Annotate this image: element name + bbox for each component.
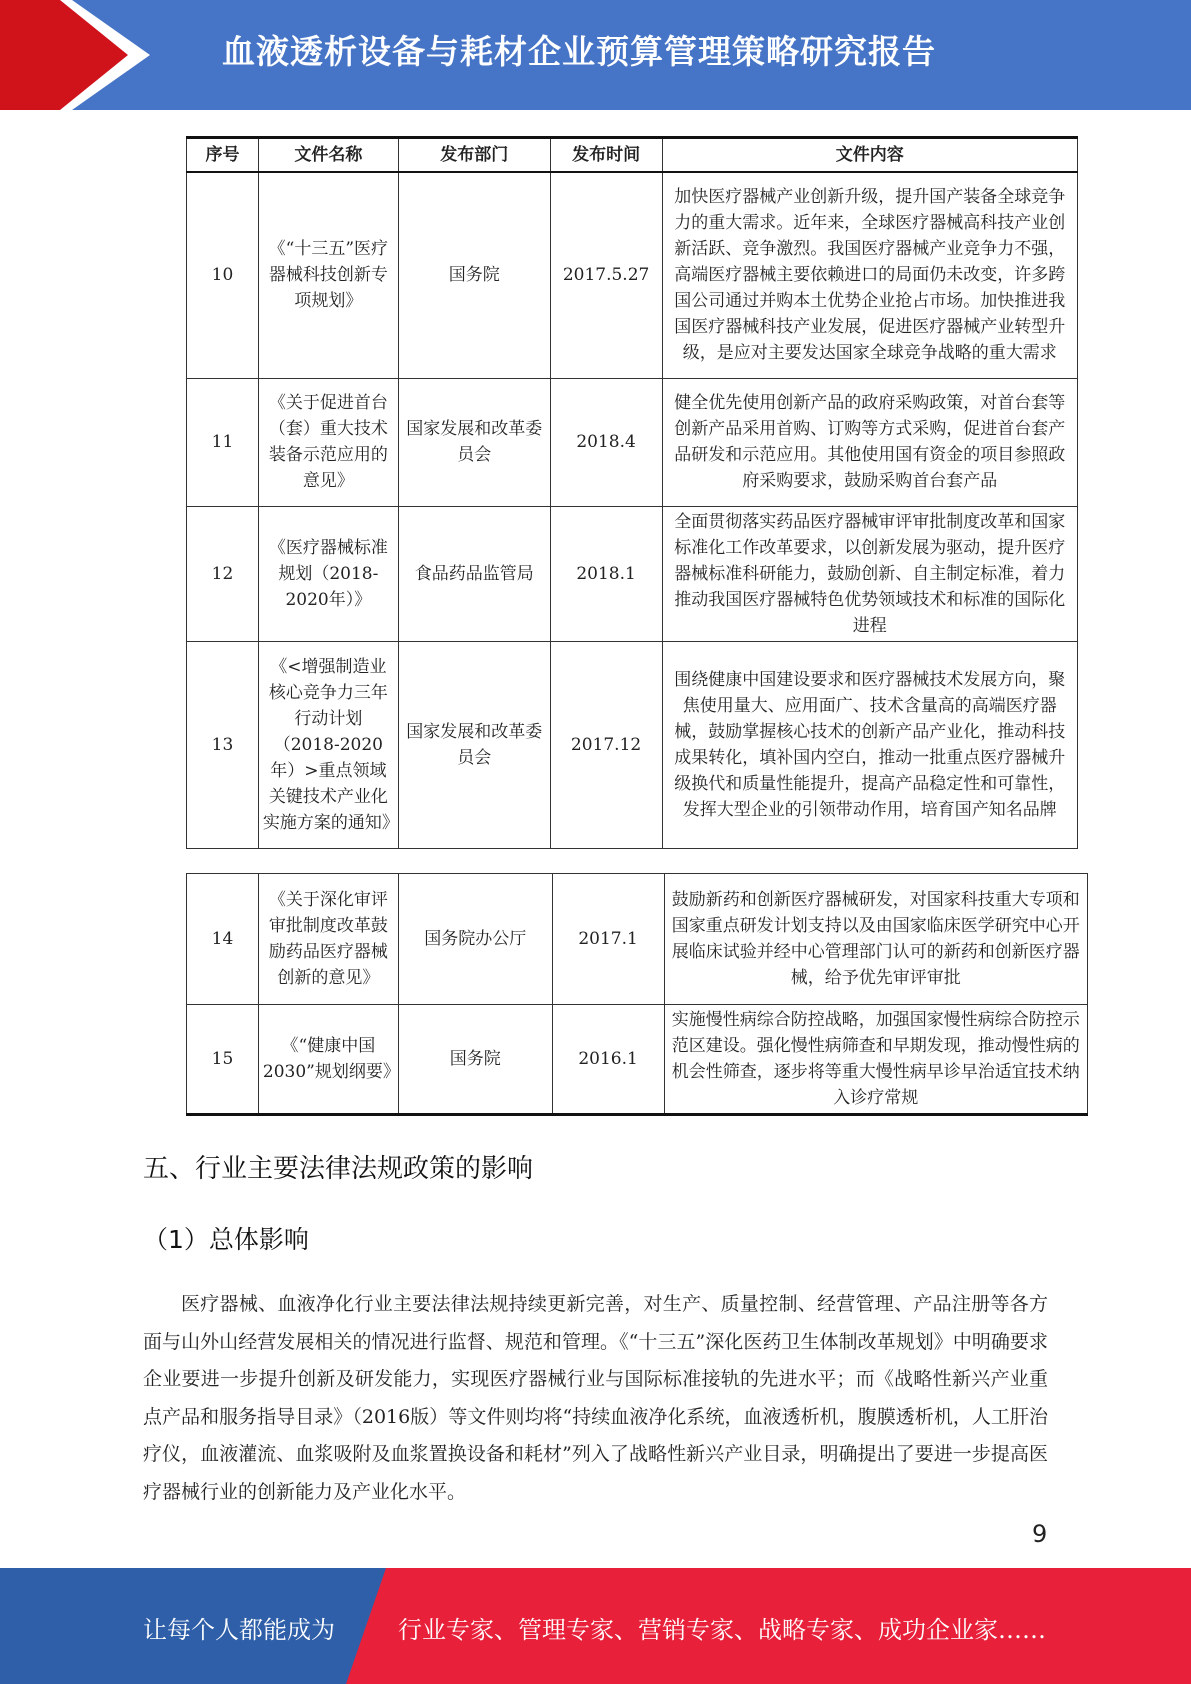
policy-table-continued	[186, 873, 1088, 1116]
table-row	[187, 1005, 1088, 1115]
header-name: 文件名称	[258, 138, 398, 173]
header-content: 文件内容	[662, 138, 1077, 173]
row-name: 《医疗器械标准规划（2018-2020年）》	[258, 506, 398, 641]
row-dept: 国家发展和改革委员会	[398, 641, 550, 848]
table-row	[187, 641, 1078, 848]
row-date: 2017.1	[552, 874, 664, 1005]
row-date: 2017.5.27	[550, 172, 662, 378]
header-no: 序号	[187, 138, 259, 173]
table-row	[187, 874, 1088, 1005]
row-content: 健全优先使用创新产品的政府采购政策，对首台套等创新产品采用首购、订购等方式采购，促进首台套产品研发和示范应用。其他使用国有资金的项目参照政府采购要求，鼓励采购首台套产品	[662, 378, 1077, 506]
row-date: 2017.12	[550, 641, 662, 848]
row-content: 鼓励新药和创新医疗器械研发，对国家科技重大专项和国家重点研发计划支持以及由国家临床医学研究中心开展临床试验并经中心管理部门认可的新药和创新医疗器械，给予优先审评审批	[664, 874, 1087, 1005]
row-name: 《<增强制造业核心竞争力三年行动计划（2018-2020年）>重点领域关键技术产业化实施方案的通知》	[258, 641, 398, 848]
page-footer	[0, 1568, 1191, 1684]
footer-slogan-right: 行业专家、管理专家、营销专家、战略专家、成功企业家……	[398, 1616, 1046, 1644]
page-header	[0, 0, 1191, 110]
row-date: 2018.4	[550, 378, 662, 506]
header-date: 发布时间	[550, 138, 662, 173]
row-dept: 国务院	[398, 172, 550, 378]
row-date: 2016.1	[552, 1005, 664, 1115]
row-name: 《关于深化审评审批制度改革鼓励药品医疗器械创新的意见》	[258, 874, 398, 1005]
row-no: 13	[187, 641, 259, 848]
row-name: 《“十三五”医疗器械科技创新专项规划》	[258, 172, 398, 378]
header-dept: 发布部门	[398, 138, 550, 173]
table-row	[187, 172, 1078, 378]
table-header-row	[187, 138, 1078, 173]
table-row	[187, 506, 1078, 641]
row-date: 2018.1	[550, 506, 662, 641]
row-no: 10	[187, 172, 259, 378]
section-heading: 五、行业主要法律法规政策的影响	[143, 1154, 534, 1184]
row-content: 实施慢性病综合防控战略，加强国家慢性病综合防控示范区建设。强化慢性病筛查和早期发现，推动慢性病的机会性筛查，逐步将等重大慢性病早诊早治适宜技术纳入诊疗常规	[664, 1005, 1087, 1115]
row-no: 15	[187, 1005, 259, 1115]
body-paragraph: 医疗器械、血液净化行业主要法律法规持续更新完善，对生产、质量控制、经营管理、产品注册等各方面与山外山经营发展相关的情况进行监督、规范和管理。《“十三五”深化医药卫生体制改革规划》中明确要求企业要进一步提升创新及研发能力，实现医疗器械行业与国际标准接轨的先进水平；而《战略性新兴产业重点产品和服务指导目录》（2016版）等文件则均将“持续血液净化系统，血液透析机，腹膜透析机，人工肝治疗仪，血液灌流、血浆吸附及血浆置换设备和耗材”列入了战略性新兴产业目录，明确提出了要进一步提高医疗器械行业的创新能力及产业化水平。	[143, 1293, 1048, 1503]
table-row	[187, 378, 1078, 506]
row-no: 14	[187, 874, 259, 1005]
row-dept: 国务院	[398, 1005, 552, 1115]
subsection-heading: （1）总体影响	[143, 1225, 309, 1254]
row-content: 加快医疗器械产业创新升级，提升国产装备全球竞争力的重大需求。近年来，全球医疗器械高科技产业创新活跃、竞争激烈。我国医疗器械产业竞争力不强，高端医疗器械主要依赖进口的局面仍未改变，许多跨国公司通过并购本土优势企业抢占市场。加快推进我国医疗器械科技产业发展，促进医疗器械产业转型升级，是应对主要发达国家全球竞争战略的重大需求	[662, 172, 1077, 378]
row-dept: 国家发展和改革委员会	[398, 378, 550, 506]
row-name: 《“健康中国2030”规划纲要》	[258, 1005, 398, 1115]
page-number: 9	[1032, 1520, 1048, 1548]
report-title: 血液透析设备与耗材企业预算管理策略研究报告	[222, 32, 936, 71]
row-content: 全面贯彻落实药品医疗器械审评审批制度改革和国家标准化工作改革要求，以创新发展为驱动，提升医疗器械标准科研能力，鼓励创新、自主制定标准，着力推动我国医疗器械特色优势领域技术和标准的国际化进程	[662, 506, 1077, 641]
footer-slogan-left: 让每个人都能成为	[143, 1616, 335, 1644]
header-arrow-decoration	[0, 0, 160, 110]
row-no: 12	[187, 506, 259, 641]
row-name: 《关于促进首台（套）重大技术装备示范应用的意见》	[258, 378, 398, 506]
row-content: 围绕健康中国建设要求和医疗器械技术发展方向，聚焦使用量大、应用面广、技术含量高的高端医疗器械，鼓励掌握核心技术的创新产品产业化，推动科技成果转化，填补国内空白，推动一批重点医疗器械升级换代和质量性能提升，提高产品稳定性和可靠性，发挥大型企业的引领带动作用，培育国产知名品牌	[662, 641, 1077, 848]
row-dept: 国务院办公厅	[398, 874, 552, 1005]
row-no: 11	[187, 378, 259, 506]
policy-table	[186, 136, 1078, 849]
row-dept: 食品药品监管局	[398, 506, 550, 641]
